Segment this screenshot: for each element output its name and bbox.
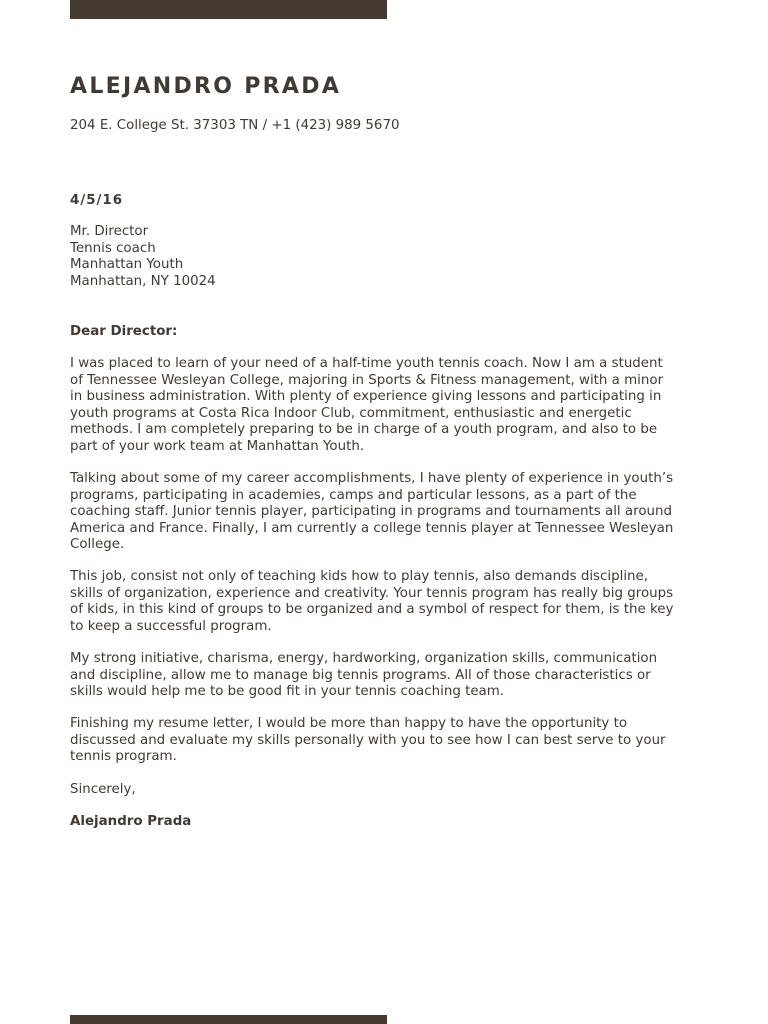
paragraph-line: coaching staff. Junior tennis player, participating in programs and tournaments all around <box>70 504 672 519</box>
paragraph-line: part of your work team at Manhattan Youth. <box>70 438 365 454</box>
paragraph-line: methods. I am completely preparing to be in charge of a youth program, and also to be <box>70 422 658 437</box>
body-paragraph-5 <box>70 716 710 766</box>
paragraph-line: I was placed to learn of your need of a half-time youth tennis coach. Now I am a student <box>70 356 663 371</box>
top-accent-bar <box>70 0 387 19</box>
paragraph-line: youth programs at Costa Rica Indoor Club, commitment, enthusiastic and energetic <box>70 405 632 421</box>
paragraph-line: America and France. Finally, I am currently a college tennis player at Tennessee Wesleyan <box>70 520 674 536</box>
signature-name: Alejandro Prada <box>70 814 192 829</box>
body-paragraph-3 <box>70 569 710 635</box>
paragraph-line: College. <box>70 537 125 552</box>
paragraph-line: programs, participating in academies, camps and particular lessons, as a part of the <box>70 487 637 503</box>
salutation: Dear Director: <box>70 324 178 339</box>
paragraph-line: skills would help me to be good fit in your tennis coaching team. <box>70 684 505 699</box>
recipient-name: Mr. Director <box>70 224 149 239</box>
sender-address: 204 E. College St. 37303 TN / +1 (423) 989 5670 <box>70 118 400 133</box>
paragraph-line: My strong initiative, charisma, energy, hardworking, organization skills, communication <box>70 651 658 666</box>
paragraph-line: Finishing my resume letter, I would be more than happy to have the opportunity to <box>70 716 628 731</box>
recipient-block <box>70 224 216 290</box>
paragraph-line: tennis program. <box>70 749 177 764</box>
paragraph-line: of kids, in this kind of groups to be organized and a symbol of respect for them, is the key <box>70 602 674 617</box>
letter-date: 4/5/16 <box>70 193 124 208</box>
body-paragraph-4 <box>70 651 710 701</box>
paragraph-line: This job, consist not only of teaching kids how to play tennis, also demands discipline, <box>70 569 649 584</box>
paragraph-line: and discipline, allow me to manage big tennis programs. All of those characteristics or <box>70 667 651 683</box>
body-paragraph-1 <box>70 356 710 455</box>
paragraph-line: in business administration. With plenty of experience giving lessons and participating in <box>70 389 662 404</box>
sender-name: ALEJANDRO PRADA <box>70 74 342 99</box>
paragraph-line: skills of organization, experience and creativity. Your tennis program has really big groups <box>70 585 674 601</box>
recipient-organization: Manhattan Youth <box>70 257 184 272</box>
closing: Sincerely, <box>70 782 136 797</box>
paragraph-line: Talking about some of my career accomplishments, I have plenty of experience in youth’s <box>70 471 674 486</box>
bottom-accent-bar <box>70 1015 387 1024</box>
recipient-city: Manhattan, NY 10024 <box>70 273 216 289</box>
recipient-title: Tennis coach <box>70 240 156 256</box>
paragraph-line: to keep a successful program. <box>70 618 272 634</box>
paragraph-line: of Tennessee Wesleyan College, majoring in Sports & Fitness management, with a minor <box>70 372 664 388</box>
body-paragraph-2 <box>70 471 710 554</box>
paragraph-line: discussed and evaluate my skills personally with you to see how I can best serve to your <box>70 732 666 748</box>
